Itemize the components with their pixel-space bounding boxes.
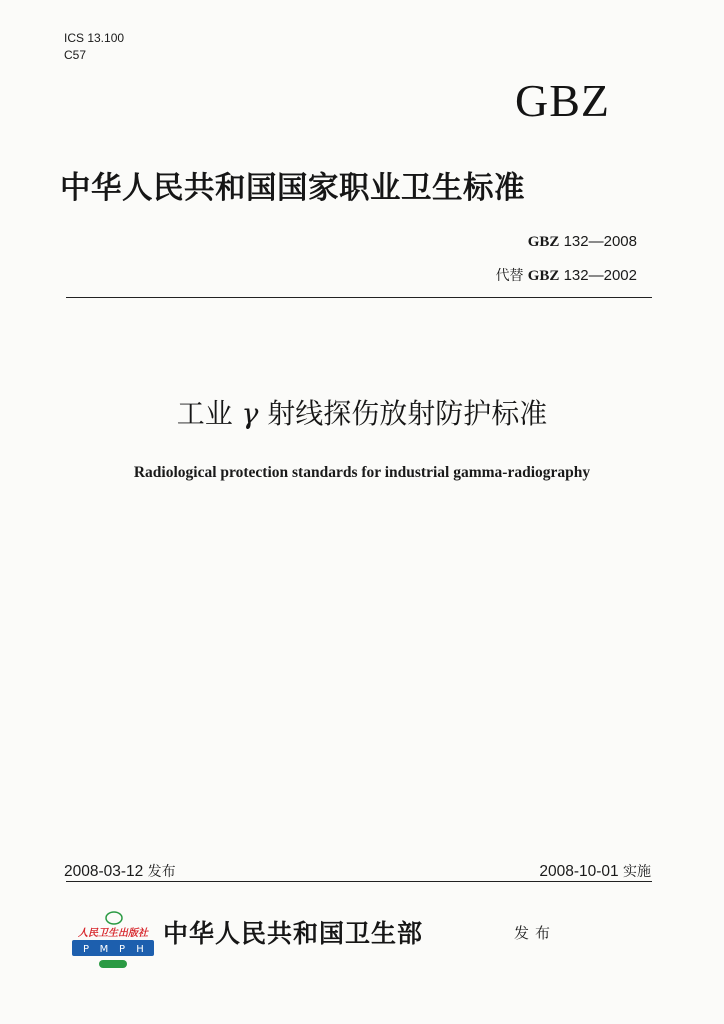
logo-letter-p1: P: [82, 944, 90, 955]
publisher-name: 中华人民共和国卫生部: [163, 919, 424, 948]
logo-badge: [99, 960, 127, 968]
standard-number: [528, 233, 637, 251]
publisher-logo: [66, 906, 160, 970]
logo-letter-h: H: [136, 944, 144, 955]
replaces-label: 代替: [495, 268, 524, 284]
title-english: Radiological protection standards for industrial gamma-radiography: [133, 464, 591, 481]
publish-label: 发布: [514, 924, 557, 942]
logo-letter-m: M: [99, 944, 109, 955]
ics-classification: [64, 30, 124, 64]
logo-emblem: [106, 912, 122, 924]
header-divider: [66, 297, 652, 298]
title-chinese: [0, 392, 724, 432]
issue-date-value: 2008-03-12: [64, 863, 144, 880]
implementation-date: [539, 861, 651, 881]
footer-divider: [66, 881, 652, 882]
logo-calligraphy: 人民卫生出版社: [78, 928, 148, 939]
title-chinese-part1: 工业: [176, 397, 233, 430]
implementation-date-value: 2008-10-01: [539, 863, 619, 880]
title-chinese-part2: 射线探伤放射防护标准: [267, 397, 548, 430]
implementation-date-label: 实施: [623, 864, 651, 880]
standard-number-value: 132—2008: [563, 233, 637, 250]
logo-letter-p2: P: [118, 944, 126, 955]
replaces-value: 132—2002: [563, 267, 637, 284]
ics-code: ICS 13.100: [64, 31, 125, 45]
replaces-prefix: GBZ: [527, 268, 560, 284]
standard-code: GBZ: [515, 75, 610, 126]
replaces-number: [496, 265, 637, 285]
ccs-code: C57: [64, 48, 87, 62]
standard-number-prefix: GBZ: [527, 234, 560, 250]
issuing-authority: 中华人民共和国国家职业卫生标准: [60, 170, 525, 206]
title-gamma-symbol: γ: [241, 397, 259, 430]
issue-date: [64, 861, 176, 881]
issue-date-label: 发布: [147, 864, 176, 880]
